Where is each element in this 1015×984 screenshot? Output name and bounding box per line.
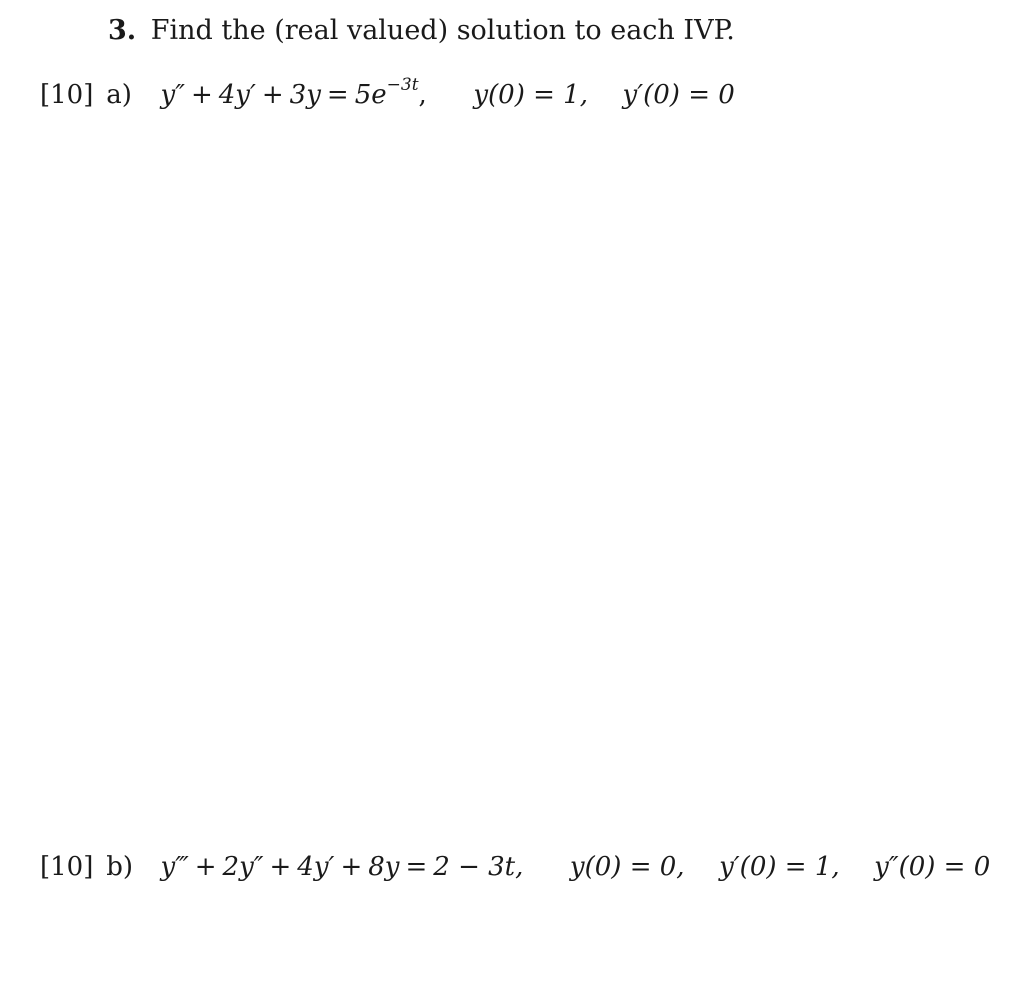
part-a-points: [10] [40,80,94,110]
part-a [40,75,735,112]
part-b-initial-condition-1: y(0) = 0, [569,852,685,882]
part-a-rhs-base: 5e [354,80,387,110]
part-b-rhs: 2 − 3t, [433,852,524,882]
question-text: Find the (real valued) solution to each IVP. [150,15,735,46]
part-a-term-2: 4y′ [218,80,256,110]
part-b-label: b) [106,852,134,882]
part-b-term-1: y‴ [160,852,189,882]
part-b-initial-condition-3: y″(0) = 0 [874,852,991,882]
part-b [40,850,990,884]
part-b-term-3: 4y′ [297,852,335,882]
part-a-term-3: 3y [289,80,321,110]
part-b-initial-condition-2: y′(0) = 1, [719,852,840,882]
answer-space [40,130,970,830]
part-b-equation: y‴ + 2y″ + 4y′ + 8y = 2 − 3t, [160,852,524,882]
part-a-label: a) [106,80,132,110]
part-b-points: [10] [40,852,94,882]
part-a-initial-condition-1: y(0) = 1, [473,80,588,110]
part-a-term-1: y″ [160,80,185,110]
part-a-equation: $y'' + 4y' + 3y = 5e^{-3t}$, [160,75,427,110]
part-a-initial-condition-2: y′(0) = 0 [622,80,735,110]
question-number: 3. [108,15,137,46]
part-b-term-2: 2y″ [222,852,264,882]
question-header [108,14,735,48]
part-a-rhs-exponent: −3t [386,75,419,95]
part-b-term-4: 8y [368,852,400,882]
